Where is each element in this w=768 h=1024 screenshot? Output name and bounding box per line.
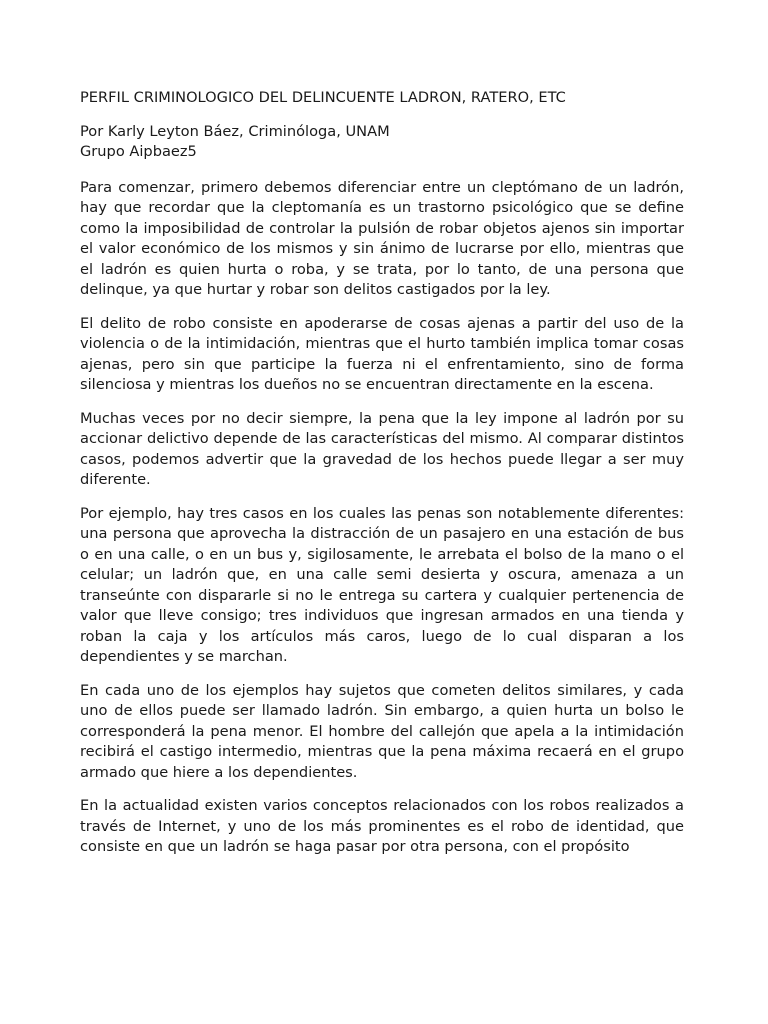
author-line: Por Karly Leyton Báez, Criminóloga, UNAM bbox=[80, 122, 390, 140]
paragraph-4: Por ejemplo, hay tres casos en los cuales las penas son notablemente diferentes: una persona que aprovecha la distracción de un pasajero en una estación de bus o en una calle, o en un bus y, sigilosamente, le arrebata el bolso de la mano o el celular; un ladrón que, en una calle semi desierta y oscura, amenaza a un transeúnte con dispararle si no le entrega su cartera y cualquier pertenencia de valor que lleve consigo; tres individuos que ingresan armados en una tienda y roban la caja y los artículos más caros, luego de lo cual disparan a los dependientes y se marchan. bbox=[80, 504, 684, 665]
paragraph-3: Muchas veces por no decir siempre, la pena que la ley impone al ladrón por su accionar delictivo depende de las características del mismo. Al comparar distintos casos, podemos advertir que la gravedad de los hechos puede llegar a ser muy diferente. bbox=[80, 409, 684, 488]
paragraph-5: En cada uno de los ejemplos hay sujetos que cometen delitos similares, y cada uno de ellos puede ser llamado ladrón. Sin embargo, a quien hurta un bolso le corresponderá la pena menor. El hombre del callejón que apela a la intimidación recibirá el castigo intermedio, mientras que la pena máxima recaerá en el grupo armado que hiere a los dependientes. bbox=[80, 681, 684, 781]
paragraph-2: El delito de robo consiste en apoderarse de cosas ajenas a partir del uso de la violencia o de la intimidación, mientras que el hurto también implica tomar cosas ajenas, pero sin que participe la fuerza ni el enfrentamiento, sino de forma silenciosa y mientras los dueños no se encuentran directamente en la escena. bbox=[80, 314, 684, 393]
byline bbox=[80, 122, 684, 163]
group-line: Grupo Aipbaez5 bbox=[80, 143, 197, 160]
paragraph-6: En la actualidad existen varios conceptos relacionados con los robos realizados a través de Internet, y uno de los más prominentes es el robo de identidad, que consiste en que un ladrón se haga pasar por otra persona, con el propósito bbox=[80, 797, 684, 855]
document-title: PERFIL CRIMINOLOGICO DEL DELINCUENTE LADRON, RATERO, ETC bbox=[80, 89, 566, 106]
paragraph-1: Para comenzar, primero debemos diferenciar entre un cleptómano de un ladrón, hay que recordar que la cleptomanía es un trastorno psicológico que se define como la imposibilidad de controlar la pulsión de robar objetos ajenos sin importar el valor económico de los mismos y sin ánimo de lucrarse por ello, mientras que el ladrón es quien hurta o roba, y se trata, por lo tanto, de una persona que delinque, ya que hurtar y robar son delitos castigados por la ley. bbox=[80, 178, 684, 298]
document-page bbox=[80, 88, 684, 871]
